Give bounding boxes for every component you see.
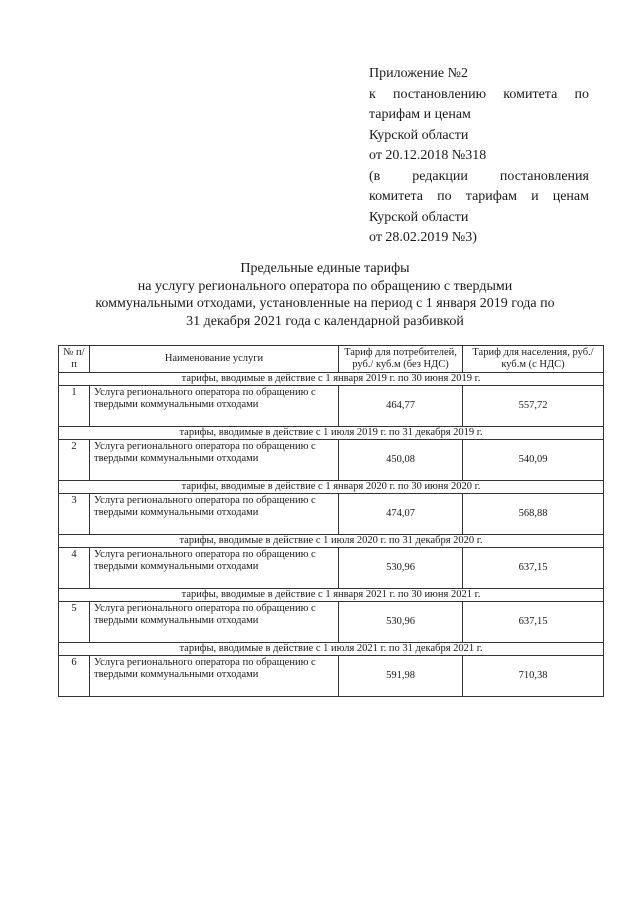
header-num: № п/п (59, 346, 90, 373)
table-row (59, 440, 604, 481)
period-label: тарифы, вводимые в действие с 1 июля 2019 г. по 31 декабря 2019 г. (59, 427, 604, 440)
table-row (59, 386, 604, 427)
row-number: 1 (59, 386, 90, 427)
tariff-consumers-value: 450,08 (339, 440, 463, 481)
service-name: Услуга регионального оператора по обращению с твердыми коммунальными отходами (90, 440, 339, 481)
tariff-population-value: 568,88 (463, 494, 604, 535)
tariff-population-value: 710,38 (463, 656, 604, 697)
service-name: Услуга регионального оператора по обращению с твердыми коммунальными отходами (90, 494, 339, 535)
tariff-table (58, 345, 604, 697)
tariff-consumers-value: 530,96 (339, 602, 463, 643)
table-row (59, 494, 604, 535)
tariff-consumers-value: 530,96 (339, 548, 463, 589)
tariff-population-value: 557,72 (463, 386, 604, 427)
period-row (59, 589, 604, 602)
title-line: Предельные единые тарифы (240, 261, 410, 276)
document-title (60, 260, 590, 330)
tariff-population-value: 540,09 (463, 440, 604, 481)
appendix-line: Курской области (369, 127, 469, 143)
title-line: коммунальными отходами, установленные на период с 1 января 2019 года по (95, 296, 555, 311)
header-name: Наименование услуги (90, 346, 339, 373)
appendix-line: Курской области (369, 209, 469, 225)
period-label: тарифы, вводимые в действие с 1 января 2021 г. по 30 июня 2021 г. (59, 589, 604, 602)
tariff-consumers-value: 591,98 (339, 656, 463, 697)
appendix-line: к постановлению комитета по (369, 86, 589, 102)
period-label: тарифы, вводимые в действие с 1 января 2020 г. по 30 июня 2020 г. (59, 481, 604, 494)
period-label: тарифы, вводимые в действие с 1 января 2019 г. по 30 июня 2019 г. (59, 373, 604, 386)
period-label: тарифы, вводимые в действие с 1 июля 2021 г. по 31 декабря 2021 г. (59, 643, 604, 656)
table-row (59, 602, 604, 643)
period-row (59, 535, 604, 548)
row-number: 4 (59, 548, 90, 589)
service-name: Услуга регионального оператора по обращению с твердыми коммунальными отходами (90, 548, 339, 589)
title-line: 31 декабря 2021 года с календарной разбивкой (186, 313, 464, 329)
period-row (59, 643, 604, 656)
service-name: Услуга регионального оператора по обращению с твердыми коммунальными отходами (90, 602, 339, 643)
tariff-population-value: 637,15 (463, 548, 604, 589)
service-name: Услуга регионального оператора по обращению с твердыми коммунальными отходами (90, 656, 339, 697)
period-row (59, 427, 604, 440)
tariff-consumers-value: 474,07 (339, 494, 463, 535)
table-row (59, 548, 604, 589)
period-row (59, 373, 604, 386)
tariff-population-value: 637,15 (463, 602, 604, 643)
appendix-block (369, 64, 589, 249)
service-name: Услуга регионального оператора по обращению с твердыми коммунальными отходами (90, 386, 339, 427)
appendix-line: комитета по тарифам и ценам (369, 189, 589, 204)
row-number: 6 (59, 656, 90, 697)
appendix-line: Приложение №2 (369, 66, 468, 81)
appendix-line: тарифам и ценам (369, 107, 471, 122)
table-row (59, 656, 604, 697)
appendix-line: (в редакции постановления (369, 168, 589, 184)
row-number: 2 (59, 440, 90, 481)
row-number: 5 (59, 602, 90, 643)
period-label: тарифы, вводимые в действие с 1 июля 2020 г. по 31 декабря 2020 г. (59, 535, 604, 548)
appendix-line: от 28.02.2019 №3) (369, 230, 477, 245)
period-row (59, 481, 604, 494)
header-tariff-population: Тариф для населения, руб./ куб.м (с НДС) (463, 346, 604, 373)
header-tariff-consumers: Тариф для потребителей, руб./ куб.м (без НДС) (339, 346, 463, 373)
title-line: на услугу регионального оператора по обращению с твердыми (137, 278, 513, 294)
row-number: 3 (59, 494, 90, 535)
appendix-line: от 20.12.2018 №318 (369, 148, 487, 163)
tariff-consumers-value: 464,77 (339, 386, 463, 427)
table-header-row (59, 346, 604, 373)
